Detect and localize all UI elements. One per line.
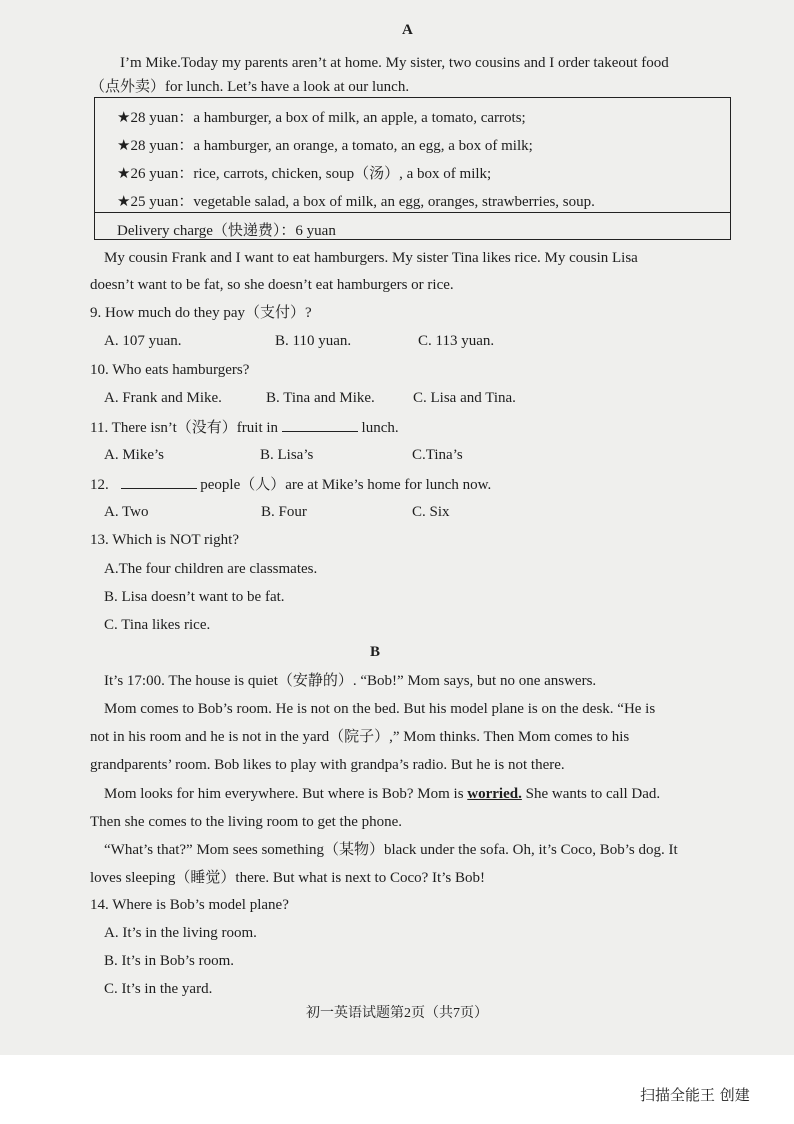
- q12-option-b: B. Four: [261, 504, 307, 520]
- q10-option-b: B. Tina and Mike.: [266, 390, 375, 406]
- q11-stem-end: lunch.: [361, 420, 399, 436]
- intro-line-1: I’m Mike.Today my parents aren’t at home. My sister, two cousins and I order takeout food: [120, 55, 669, 71]
- menu-item-2: ★28 yuan：a hamburger, an orange, a tomato, an egg, a box of milk;: [117, 138, 533, 154]
- q12-stem: [90, 474, 491, 494]
- q12-number: 12.: [90, 477, 109, 493]
- q13-option-b: B. Lisa doesn’t want to be fat.: [104, 589, 285, 605]
- menu-divider: [95, 212, 730, 213]
- q12-option-a: A. Two: [104, 504, 149, 520]
- q14-stem: 14. Where is Bob’s model plane?: [90, 897, 289, 913]
- para3-text-start: Mom looks for him everywhere. But where is Bob? Mom is: [104, 786, 464, 802]
- q14-option-c: C. It’s in the yard.: [104, 981, 213, 997]
- intro-line-2: （点外卖）for lunch. Let’s have a look at our lunch.: [90, 79, 410, 95]
- q11-answer-blank: [282, 417, 358, 432]
- passage-b-para1: It’s 17:00. The house is quiet（安静的）. “Bob!” Mom says, but no one answers.: [104, 673, 597, 689]
- q9-stem: 9. How much do they pay（支付）?: [90, 305, 312, 321]
- passage-b-para2-line-3: grandparents’ room. Bob likes to play with grandpa’s radio. But he is not there.: [90, 757, 565, 773]
- section-a-heading: A: [402, 22, 413, 38]
- page-footer: 初一英语试题第2页（共7页）: [306, 1006, 488, 1021]
- q12-option-c: C. Six: [412, 504, 450, 520]
- q9-option-c: C. 113 yuan.: [418, 333, 495, 349]
- q10-option-c: C. Lisa and Tina.: [413, 390, 516, 406]
- passage-b-para4-line-2: loves sleeping（睡觉）there. But what is next to Coco? It’s Bob!: [90, 870, 485, 886]
- q11-stem: [90, 417, 399, 437]
- lunch-menu-table: [94, 97, 731, 240]
- para3-text-end: She wants to call Dad.: [525, 786, 661, 802]
- passage-b-para2-line-1: Mom comes to Bob’s room. He is not on the bed. But his model plane is on the desk. “He is: [104, 701, 656, 717]
- q10-option-a: A. Frank and Mike.: [104, 390, 222, 406]
- passage-b-para2-line-2: not in his room and he is not in the yard（院子）,” Mom thinks. Then Mom comes to his: [90, 729, 630, 745]
- passage-b-para3-line-2: Then she comes to the living room to get the phone.: [90, 814, 403, 830]
- q11-option-b: B. Lisa’s: [260, 447, 314, 463]
- section-b-heading: B: [370, 644, 381, 660]
- menu-item-3: ★26 yuan：rice, carrots, chicken, soup（汤）, a box of milk;: [117, 166, 492, 182]
- underlined-word-worried: worried.: [467, 786, 522, 802]
- delivery-charge: Delivery charge（快递费）：6 yuan: [117, 223, 336, 239]
- q13-option-c: C. Tina likes rice.: [104, 617, 211, 633]
- passage-a-para2-line-1: My cousin Frank and I want to eat hamburgers. My sister Tina likes rice. My cousin Lisa: [104, 250, 638, 266]
- menu-item-4: ★25 yuan：vegetable salad, a box of milk, an egg, oranges, strawberries, soup.: [117, 194, 595, 210]
- q11-stem-start: 11. There isn’t（没有）fruit in: [90, 420, 279, 436]
- menu-item-1: ★28 yuan：a hamburger, a box of milk, an apple, a tomato, carrots;: [117, 110, 526, 126]
- q14-option-b: B. It’s in Bob’s room.: [104, 953, 235, 969]
- passage-b-para4-line-1: “What’s that?” Mom sees something（某物）black under the sofa. Oh, it’s Coco, Bob’s dog. It: [104, 842, 678, 858]
- q12-stem-end: people（人）are at Mike’s home for lunch now.: [200, 477, 492, 493]
- q10-stem: 10. Who eats hamburgers?: [90, 362, 250, 378]
- q13-option-a: A.The four children are classmates.: [104, 561, 318, 577]
- q11-option-a: A. Mike’s: [104, 447, 164, 463]
- scanner-watermark: 扫描全能王 创建: [640, 1086, 750, 1104]
- passage-b-para3-line-1: [104, 785, 660, 803]
- q9-option-a: A. 107 yuan.: [104, 333, 182, 349]
- q9-option-b: B. 110 yuan.: [275, 333, 352, 349]
- passage-a-para2-line-2: doesn’t want to be fat, so she doesn’t eat hamburgers or rice.: [90, 277, 454, 293]
- q12-answer-blank: [121, 474, 197, 489]
- q13-stem: 13. Which is NOT right?: [90, 532, 240, 548]
- q11-option-c: C.Tina’s: [412, 447, 463, 463]
- q14-option-a: A. It’s in the living room.: [104, 925, 257, 941]
